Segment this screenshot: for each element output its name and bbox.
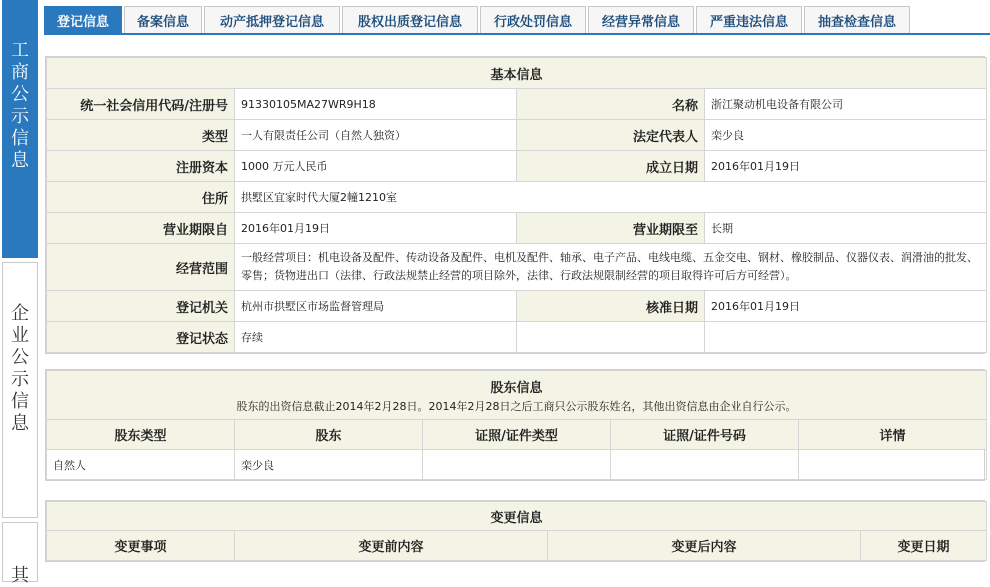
established-value: 2016年01月19日	[705, 151, 987, 182]
shareholder-title: 股东信息	[490, 380, 543, 396]
type-value: 一人有限责任公司（自然人独资）	[235, 120, 517, 151]
sidebar-char: 信	[11, 391, 29, 412]
change-table	[46, 501, 987, 561]
column-header: 证照/证件类型	[423, 420, 611, 450]
tab-abnormal-operation[interactable]: 经营异常信息	[588, 6, 694, 34]
shareholder-panel	[45, 369, 985, 481]
established-label: 成立日期	[517, 151, 705, 182]
term-from-label: 营业期限自	[47, 213, 235, 244]
credit-code-label: 统一社会信用代码/注册号	[47, 89, 235, 120]
sidebar-char: 公	[11, 84, 29, 105]
shareholder-id-number	[611, 450, 799, 480]
credit-code-value: 91330105MA27WR9H18	[235, 89, 517, 120]
column-header: 股东	[235, 420, 423, 450]
shareholder-name: 栾少良	[235, 450, 423, 480]
table-row	[47, 450, 987, 480]
tab-equity-pledge[interactable]: 股权出质登记信息	[342, 6, 478, 34]
tab-chattel-mortgage[interactable]: 动产抵押登记信息	[204, 6, 340, 34]
side-tab-enterprise[interactable]	[2, 262, 38, 518]
column-header: 详情	[799, 420, 987, 450]
approved-label: 核准日期	[517, 291, 705, 322]
company-name-label: 名称	[517, 89, 705, 120]
basic-info-title: 基本信息	[47, 58, 987, 89]
shareholder-type: 自然人	[47, 450, 235, 480]
company-name-value: 浙江聚动机电设备有限公司	[705, 89, 987, 120]
status-value: 存续	[235, 322, 517, 353]
address-value: 拱墅区宜家时代大厦2幢1210室	[235, 182, 987, 213]
shareholder-id-type	[423, 450, 611, 480]
legal-rep-value: 栾少良	[705, 120, 987, 151]
shareholder-detail[interactable]	[799, 450, 987, 480]
tab-registration[interactable]: 登记信息	[44, 6, 122, 34]
address-label: 住所	[47, 182, 235, 213]
shareholder-table	[46, 370, 987, 480]
sidebar-char: 企	[11, 303, 29, 324]
column-header: 变更前内容	[235, 531, 548, 561]
tab-underline	[44, 33, 990, 35]
term-to-label: 营业期限至	[517, 213, 705, 244]
status-label: 登记状态	[47, 322, 235, 353]
column-header: 变更日期	[861, 531, 987, 561]
sidebar-char: 息	[11, 413, 29, 434]
sidebar-char: 商	[11, 62, 29, 83]
tab-filing[interactable]: 备案信息	[124, 6, 202, 34]
sidebar-char: 息	[11, 150, 29, 171]
column-header: 变更后内容	[548, 531, 861, 561]
scope-label: 经营范围	[47, 244, 235, 291]
column-header: 股东类型	[47, 420, 235, 450]
sidebar-char: 业	[11, 325, 29, 346]
sidebar-char: 示	[11, 106, 29, 127]
shareholder-note: 股东的出资信息截止2014年2月28日。2014年2月28日之后工商只公示股东姓名，其他出资信息由企业自行公示。	[236, 399, 797, 413]
column-header: 证照/证件号码	[611, 420, 799, 450]
term-from-value: 2016年01月19日	[235, 213, 517, 244]
basic-info-table	[46, 57, 987, 353]
approved-value: 2016年01月19日	[705, 291, 987, 322]
sidebar-char: 其	[11, 565, 29, 586]
basic-info-panel	[45, 56, 985, 354]
tab-admin-penalty[interactable]: 行政处罚信息	[480, 6, 586, 34]
side-tab-other[interactable]	[2, 522, 38, 586]
sidebar-char: 工	[11, 40, 29, 61]
type-label: 类型	[47, 120, 235, 151]
info-tabs	[44, 6, 912, 34]
tab-serious-violation[interactable]: 严重违法信息	[696, 6, 802, 34]
sidebar-char: 信	[11, 128, 29, 149]
change-panel	[45, 500, 985, 562]
change-title: 变更信息	[47, 502, 987, 531]
capital-label: 注册资本	[47, 151, 235, 182]
side-tab-gongshang[interactable]	[2, 0, 38, 258]
shareholder-header	[47, 371, 987, 420]
term-to-value: 长期	[705, 213, 987, 244]
empty-cell	[705, 322, 987, 353]
authority-value: 杭州市拱墅区市场监督管理局	[235, 291, 517, 322]
authority-label: 登记机关	[47, 291, 235, 322]
column-header: 变更事项	[47, 531, 235, 561]
tab-spot-check[interactable]: 抽查检查信息	[804, 6, 910, 34]
capital-value: 1000 万元人民币	[235, 151, 517, 182]
sidebar-char: 公	[11, 347, 29, 368]
empty-cell	[517, 322, 705, 353]
sidebar-char: 示	[11, 369, 29, 390]
scope-value: 一般经营项目：机电设备及配件、传动设备及配件、电机及配件、轴承、电子产品、电线电缆、五金交电、钢材、橡胶制品、仪器仪表、润滑油的批发、零售；货物进出口（法律、行政法规禁止经营的项目除外，法律、行政法规限制经营的项目取得许可后方可经营）。	[235, 244, 987, 291]
legal-rep-label: 法定代表人	[517, 120, 705, 151]
